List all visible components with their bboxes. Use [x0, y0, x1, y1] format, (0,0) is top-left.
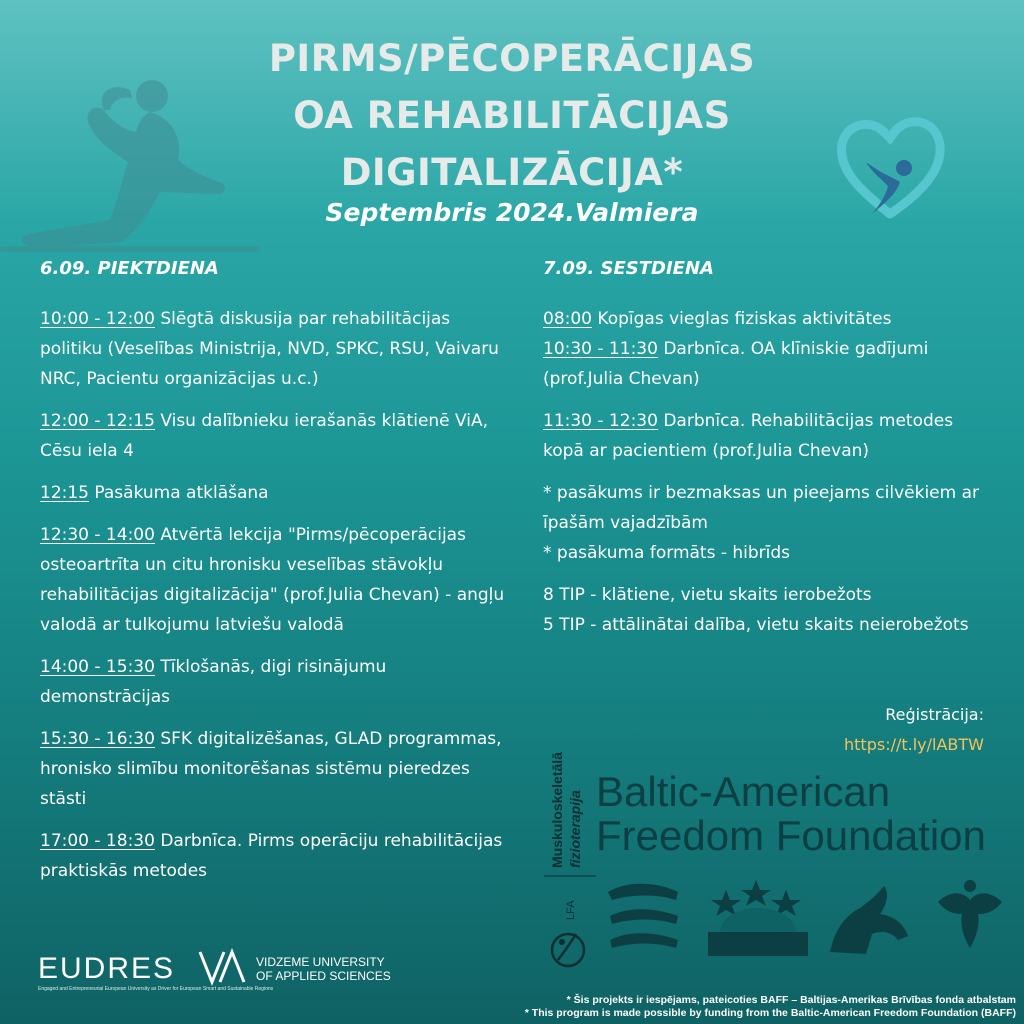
- baff-logo-text: [596, 770, 986, 858]
- note-free: * pasākums ir bezmaksas un pieejams cilvēkiem ar īpašām vajadzībām: [543, 483, 980, 533]
- schedule-time: 15:30 - 16:30: [40, 729, 155, 749]
- schedule-text: SFK digitalizēšanas, GLAD programmas, hronisko slimību monitorēšanas sistēmu pieredzes stāsti: [40, 729, 502, 809]
- schedule-text: Tīklošanās, digi risinājumu demonstrācijas: [40, 657, 387, 707]
- schedule-item: [40, 724, 510, 814]
- eudres-tagline: Engaged and Entrepreneurial European University as Driver for European Smart and Sustainable Regions: [38, 986, 274, 992]
- stars-emblem-icon: [708, 880, 808, 956]
- schedule-time: 14:00 - 15:30: [40, 657, 155, 677]
- schedule-text: Pasākuma atklāšana: [89, 483, 269, 503]
- schedule-item: [543, 406, 983, 466]
- day1-heading: 6.09. PIEKTDIENA: [40, 258, 219, 279]
- schedule-time: 10:30 - 11:30: [543, 339, 658, 359]
- footnote-lv: * Šis projekts ir iespējams, pateicoties BAFF – Baltijas-Amerikas Brīvības fonda atbalstam: [566, 994, 1016, 1006]
- lions-emblem-icon: [608, 884, 678, 948]
- day2-heading: 7.09. SESTDIENA: [543, 258, 714, 279]
- vidzeme-university-logo: [196, 948, 436, 988]
- note-format: * pasākuma formāts - hibrīds: [543, 543, 791, 563]
- lfa-logo: [540, 698, 600, 968]
- tip-info: [543, 580, 983, 640]
- muskulo-line1: Muskuloskeletālā: [549, 752, 565, 868]
- schedule-item: [40, 304, 510, 394]
- knight-emblem-icon: [830, 886, 908, 954]
- schedule-time: 17:00 - 18:30: [40, 831, 155, 851]
- schedule-time: 12:15: [40, 483, 89, 503]
- baff-line2: Freedom Foundation: [596, 812, 986, 859]
- lfa-emblem-icon: [552, 934, 584, 966]
- schedule-time: 10:00 - 12:00: [40, 309, 155, 329]
- subtitle: Septembris 2024.Valmiera: [325, 198, 699, 227]
- title-line-2: OA REHABILITĀCIJAS: [293, 94, 731, 137]
- via-mark-icon: [200, 952, 244, 982]
- schedule-time: 12:30 - 14:00: [40, 525, 155, 545]
- schedule-item: [40, 406, 510, 466]
- registration-label: Reģistrācija:: [885, 705, 984, 724]
- via-line1: VIDZEME UNIVERSITY: [256, 955, 385, 969]
- page-title: [0, 30, 1024, 201]
- schedule-item: [40, 478, 510, 508]
- schedule-item: [40, 520, 510, 640]
- schedule-time: 11:30 - 12:30: [543, 411, 658, 431]
- footnote-en: * This program is made possible by funding from the Baltic-American Freedom Foundation (BAFF): [524, 1007, 1016, 1019]
- schedule-item: [40, 652, 510, 712]
- schedule-item: [40, 826, 510, 886]
- day1-schedule: [40, 304, 510, 898]
- title-line-1: PIRMS/PĒCOPERĀCIJAS: [268, 37, 756, 80]
- baff-emblems: [598, 872, 1024, 962]
- schedule-text: Visu dalībnieku ierašanās klātienē ViA, Cēsu iela 4: [40, 411, 489, 461]
- eudres-wordmark: EUDRES: [38, 952, 176, 985]
- schedule-time: 08:00: [543, 309, 592, 329]
- registration: [844, 700, 984, 760]
- funding-footnote: [525, 994, 1016, 1020]
- via-line2: OF APPLIED SCIENCES: [256, 969, 391, 983]
- schedule-text: Darbnīca. Pirms operāciju rehabilitācijas praktiskās metodes: [40, 831, 503, 881]
- eudres-logo: [38, 948, 274, 1013]
- schedule-item: [543, 334, 983, 394]
- schedule-text: Darbnīca. OA klīniskie gadījumi (prof.Julia Chevan): [543, 339, 929, 389]
- schedule-item: [543, 304, 983, 334]
- baff-line1: Baltic-American: [596, 768, 891, 815]
- schedule-text: Atvērtā lekcija "Pirms/pēcoperācijas osteoartrīta un citu hronisku veselības stāvokļu rehabilitācijas digitalizācija" (prof.Julia Chevan) - angļu valodā ar tulkojumu latviešu valodā: [40, 525, 505, 635]
- registration-link[interactable]: https://t.ly/lABTW: [844, 735, 984, 754]
- schedule-text: Darbnīca. Rehabilitācijas metodes kopā ar pacientiem (prof.Julia Chevan): [543, 411, 954, 461]
- schedule-text: Kopīgas vieglas fiziskas aktivitātes: [592, 309, 892, 329]
- tip-onsite: 8 TIP - klātiene, vietu skaits ierobežots: [543, 585, 872, 605]
- lfa-label: LFA: [565, 900, 577, 920]
- schedule-time: 12:00 - 12:15: [40, 411, 155, 431]
- tip-remote: 5 TIP - attālinātai dalība, vietu skaits neierobežots: [543, 615, 969, 635]
- eagle-emblem-icon: [938, 880, 1002, 948]
- day2-schedule: [543, 304, 983, 640]
- event-notes: [543, 478, 983, 568]
- schedule-text: Slēgtā diskusija par rehabilitācijas politiku (Veselības Ministrija, NVD, SPKC, RSU, Vaivaru NRC, Pacientu organizācijas u.c.): [40, 309, 499, 389]
- title-line-3: DIGITALIZĀCIJA*: [340, 151, 684, 194]
- muskulo-line2: fizioterapija: [567, 790, 583, 868]
